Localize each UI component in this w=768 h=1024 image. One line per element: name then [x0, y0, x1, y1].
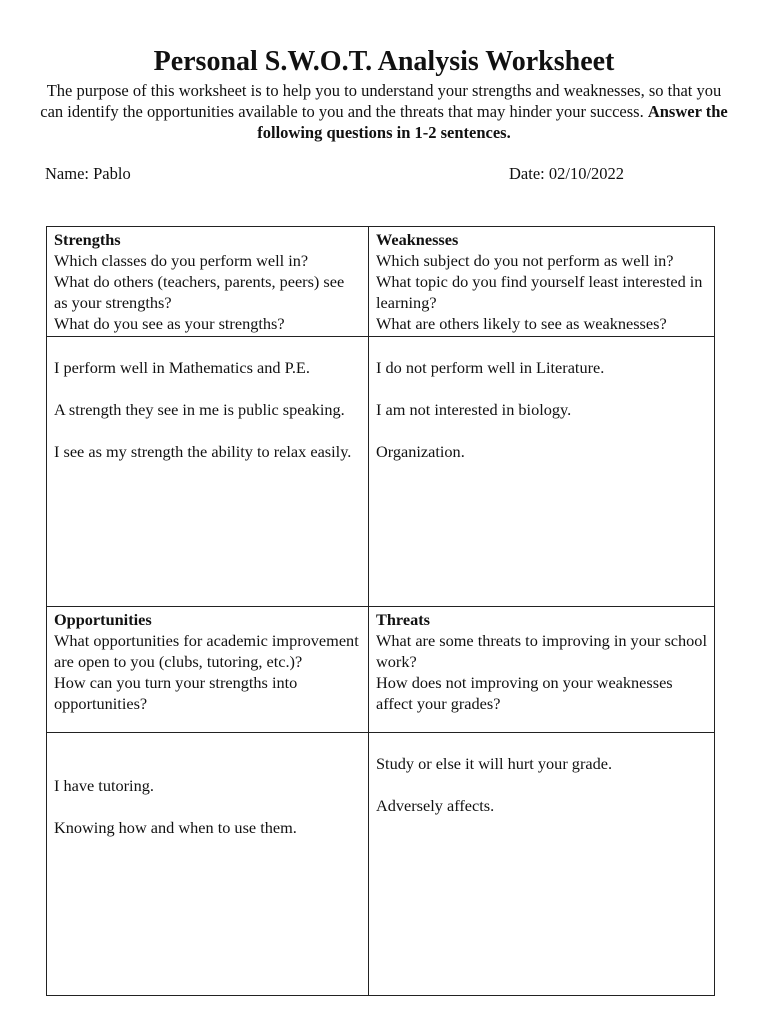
opportunities-question: What opportunities for academic improvement are open to you (clubs, tutoring, etc.)? — [54, 631, 359, 671]
weaknesses-answer: I am not interested in biology. — [376, 400, 572, 419]
weaknesses-question-cell — [369, 227, 715, 337]
opportunities-question: How can you turn your strengths into opportunities? — [54, 673, 298, 713]
strengths-question: Which classes do you perform well in? — [54, 251, 309, 270]
threats-question-cell — [369, 607, 715, 733]
strengths-answer: I see as my strength the ability to relax easily. — [54, 442, 352, 461]
strengths-question: What do others (teachers, parents, peers) see as your strengths? — [54, 272, 345, 312]
opportunities-answer: I have tutoring. — [54, 776, 154, 795]
threats-answer: Adversely affects. — [376, 796, 495, 815]
weaknesses-answer: I do not perform well in Literature. — [376, 358, 605, 377]
name-field: Name: Pablo — [45, 164, 131, 183]
strengths-answer: A strength they see in me is public speaking. — [54, 400, 345, 419]
threats-question: How does not improving on your weaknesses affect your grades? — [376, 673, 673, 713]
strengths-answer-cell[interactable] — [47, 337, 369, 607]
intro-paragraph — [40, 80, 728, 143]
opportunities-answer: Knowing how and when to use them. — [54, 818, 297, 837]
threats-answer-cell[interactable] — [369, 733, 715, 996]
weaknesses-answer-cell[interactable] — [369, 337, 715, 607]
strengths-question: What do you see as your strengths? — [54, 314, 285, 333]
strengths-answer: I perform well in Mathematics and P.E. — [54, 358, 310, 377]
date-field: Date: 02/10/2022 — [509, 164, 625, 183]
opportunities-heading: Opportunities — [54, 610, 152, 629]
intro-text: The purpose of this worksheet is to help you to understand your strengths and weaknesses, so that you can identify the opportunities available to you and the threats that may hinder your success. — [40, 81, 722, 121]
weaknesses-heading: Weaknesses — [376, 230, 459, 249]
weaknesses-question: What topic do you find yourself least interested in learning? — [376, 272, 703, 312]
intro-instruction: Answer the following questions in 1-2 sentences. — [257, 102, 728, 142]
threats-heading: Threats — [376, 610, 430, 629]
opportunities-answer-cell[interactable] — [47, 733, 369, 996]
weaknesses-question: What are others likely to see as weaknesses? — [376, 314, 667, 333]
threats-answer: Study or else it will hurt your grade. — [376, 754, 613, 773]
strengths-question-cell — [47, 227, 369, 337]
weaknesses-question: Which subject do you not perform as well in? — [376, 251, 674, 270]
swot-table — [46, 226, 715, 996]
threats-question: What are some threats to improving in your school work? — [376, 631, 707, 671]
weaknesses-answer: Organization. — [376, 442, 465, 461]
strengths-heading: Strengths — [54, 230, 121, 249]
page-title: Personal S.W.O.T. Analysis Worksheet — [153, 46, 615, 77]
opportunities-question-cell — [47, 607, 369, 733]
